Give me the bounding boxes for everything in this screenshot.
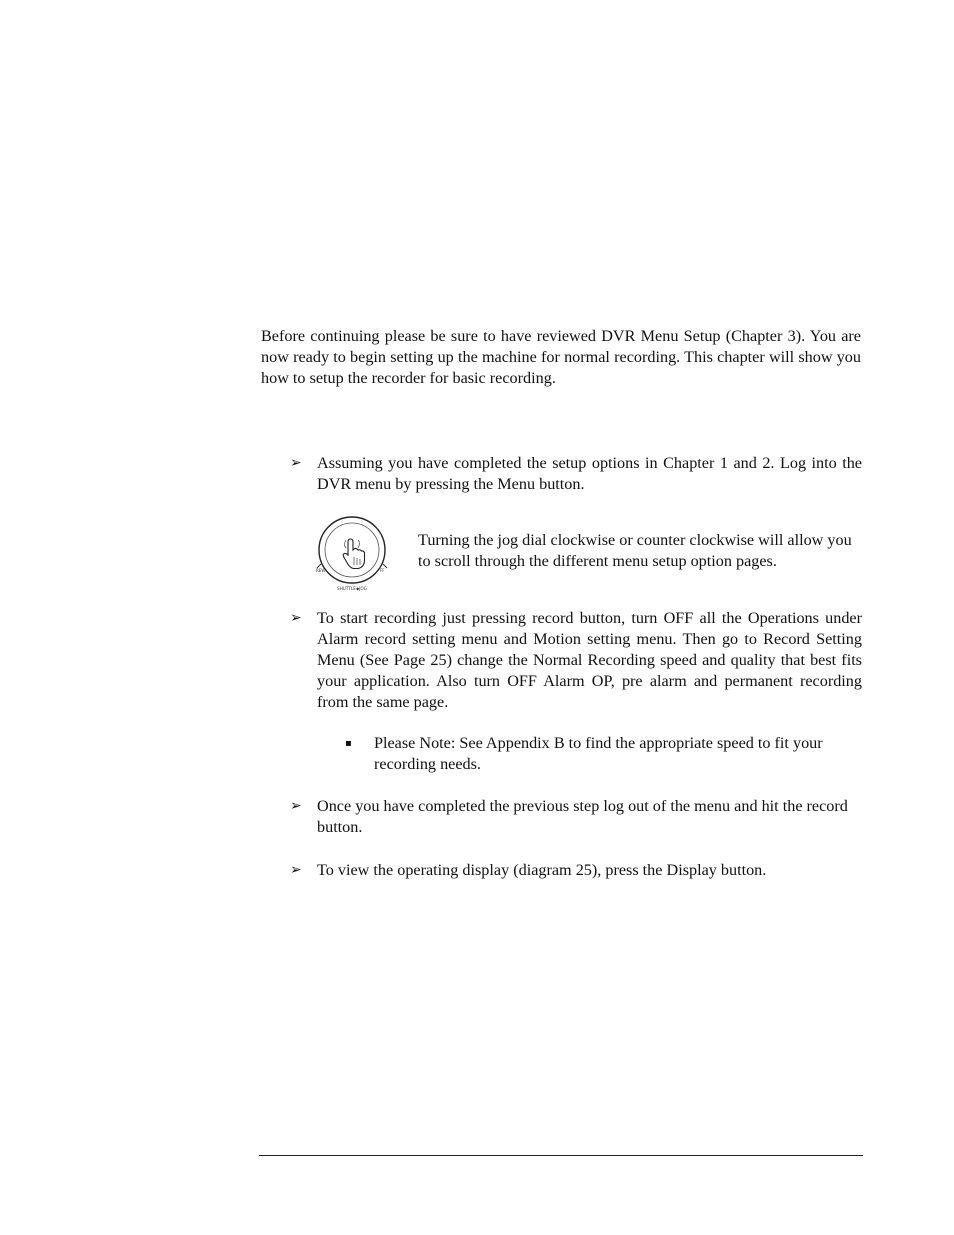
bullet-item-logout <box>290 796 862 838</box>
arrow-bullet-icon: ➢ <box>290 862 302 878</box>
svg-text:FF: FF <box>380 568 385 573</box>
jog-dial-hand-icon <box>312 512 392 592</box>
bullet-item-display <box>290 860 862 881</box>
footer-divider <box>259 1155 863 1156</box>
sub-bullet-note <box>345 733 857 775</box>
arrow-bullet-icon: ➢ <box>290 798 302 814</box>
jog-dial-caption: Turning the jog dial clockwise or counter clockwise will allow you to scroll through the different menu setup option pages. <box>418 531 852 570</box>
bullet-item-login <box>290 453 862 495</box>
bullet-item-start-recording <box>290 608 862 713</box>
bullet-text: To view the operating display (diagram 25), press the Display button. <box>317 861 767 879</box>
arrow-bullet-icon: ➢ <box>290 610 302 626</box>
jog-dial-label: SHUTTLE◆JOG <box>337 586 367 591</box>
jog-dial-illustration <box>312 512 392 592</box>
arrow-bullet-icon: ➢ <box>290 455 302 471</box>
bullet-text: Once you have completed the previous step log out of the menu and hit the record button. <box>317 797 848 836</box>
svg-text:REW: REW <box>316 568 326 573</box>
sub-bullet-text: Please Note: See Appendix B to find the appropriate speed to fit your recording needs. <box>374 734 823 773</box>
square-bullet-icon: ▪ <box>345 738 352 749</box>
intro-paragraph: Before continuing please be sure to have reviewed DVR Menu Setup (Chapter 3). You are now ready to begin setting up the machine for normal recording. This chapter will show you how to setup the recorder for basic recording. <box>261 327 861 387</box>
bullet-text: Assuming you have completed the setup options in Chapter 1 and 2. Log into the DVR menu by pressing the Menu button. <box>317 454 862 493</box>
bullet-text: To start recording just pressing record button, turn OFF all the Operations under Alarm record setting menu and Motion setting menu. Then go to Record Setting Menu (See Page 25) change the Normal Recording speed and quality that best fits your application. Also turn OFF Alarm OP, pre alarm and permanent recording from the same page. <box>317 609 862 711</box>
